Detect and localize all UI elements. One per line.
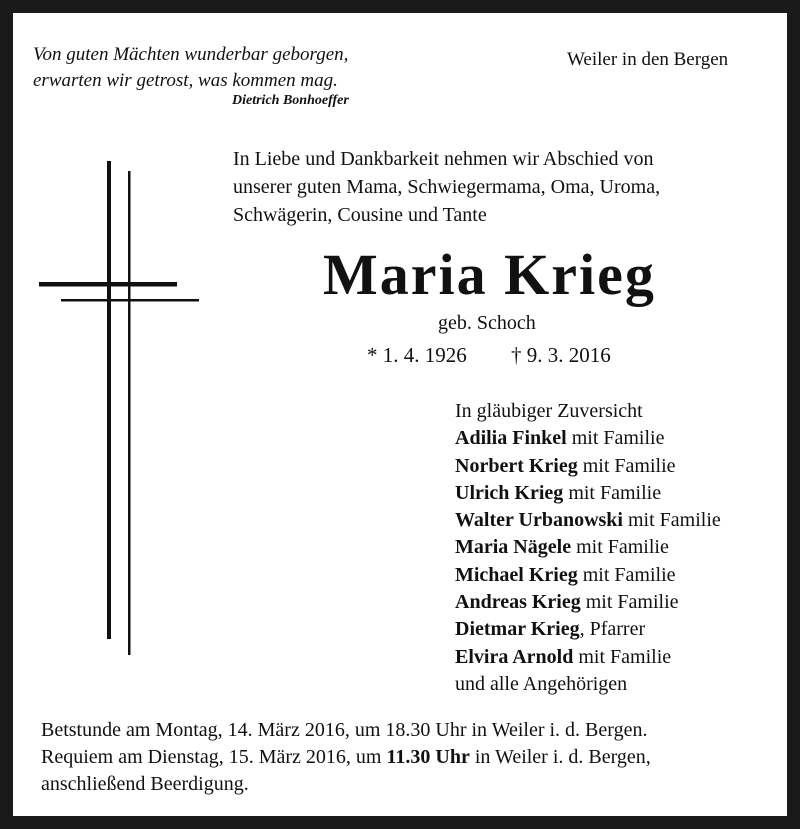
mourner-suffix: mit Familie: [566, 427, 665, 450]
service-line-1: Betstunde am Montag, 14. März 2016, um 18.30 Uhr in Weiler i. d. Bergen.: [41, 719, 648, 741]
list-item: [455, 562, 721, 589]
mourner-suffix: mit Familie: [577, 563, 676, 586]
mourner-name: Maria Nägele: [455, 536, 572, 559]
deceased-name: Maria Krieg: [323, 242, 656, 307]
mourner-suffix: mit Familie: [622, 509, 721, 532]
quote-line-1: Von guten Mächten wunderbar geborgen,: [33, 44, 349, 65]
list-item: [455, 507, 721, 534]
requiem-time: 11.30 Uhr: [386, 746, 470, 768]
cross-icon: [33, 161, 203, 661]
death-date: † 9. 3. 2016: [511, 343, 611, 367]
service-line-3: anschließend Beerdigung.: [41, 773, 249, 795]
mourner-name: Norbert Krieg: [455, 454, 578, 477]
service-line-2-pre: Requiem am Dienstag, 15. März 2016, um: [41, 746, 387, 768]
list-item: [455, 453, 721, 480]
mourner-name: Michael Krieg: [455, 563, 578, 586]
mourners-closing: und alle Angehörigen: [455, 672, 628, 695]
mourner-suffix: mit Familie: [563, 481, 662, 504]
mourner-suffix: mit Familie: [571, 536, 669, 559]
mourner-name: Ulrich Krieg: [455, 481, 564, 504]
list-item: [455, 480, 721, 507]
quote-line-2: erwarten wir getrost, was kommen mag.: [33, 70, 338, 91]
mourner-suffix: mit Familie: [577, 454, 676, 477]
list-item: [455, 589, 721, 616]
intro-line-1: In Liebe und Dankbarkeit nehmen wir Abschied von: [233, 148, 654, 170]
mourner-suffix: , Pfarrer: [579, 618, 646, 641]
service-line-2: [41, 744, 651, 771]
service-details: [41, 717, 651, 798]
quote-author: Dietrich Bonhoeffer: [232, 93, 349, 108]
list-item: [455, 534, 721, 561]
list-item: [455, 616, 721, 643]
intro-line-2: unserer guten Mama, Schwiegermama, Oma, Uroma,: [233, 176, 661, 198]
mourners-heading: In gläubiger Zuversicht: [455, 400, 643, 422]
mourner-name: Adilia Finkel: [455, 427, 567, 450]
birth-date: * 1. 4. 1926: [367, 343, 467, 367]
mourner-name: Andreas Krieg: [455, 591, 581, 614]
intro-text: [233, 145, 660, 229]
intro-line-3: Schwägerin, Cousine und Tante: [233, 204, 487, 226]
mourner-suffix: mit Familie: [580, 591, 679, 614]
birth-name: geb. Schoch: [438, 312, 536, 334]
mourners-list: [455, 398, 721, 698]
list-item: [455, 644, 721, 671]
mourner-name: Dietmar Krieg: [455, 618, 580, 641]
location: Weiler in den Bergen: [567, 49, 729, 70]
service-line-2-post: in Weiler i. d. Bergen,: [469, 746, 651, 768]
mourner-name: Elvira Arnold: [455, 645, 574, 668]
mourner-suffix: mit Familie: [573, 645, 672, 668]
mourner-name: Walter Urbanowski: [455, 509, 623, 532]
list-item: [455, 425, 721, 452]
